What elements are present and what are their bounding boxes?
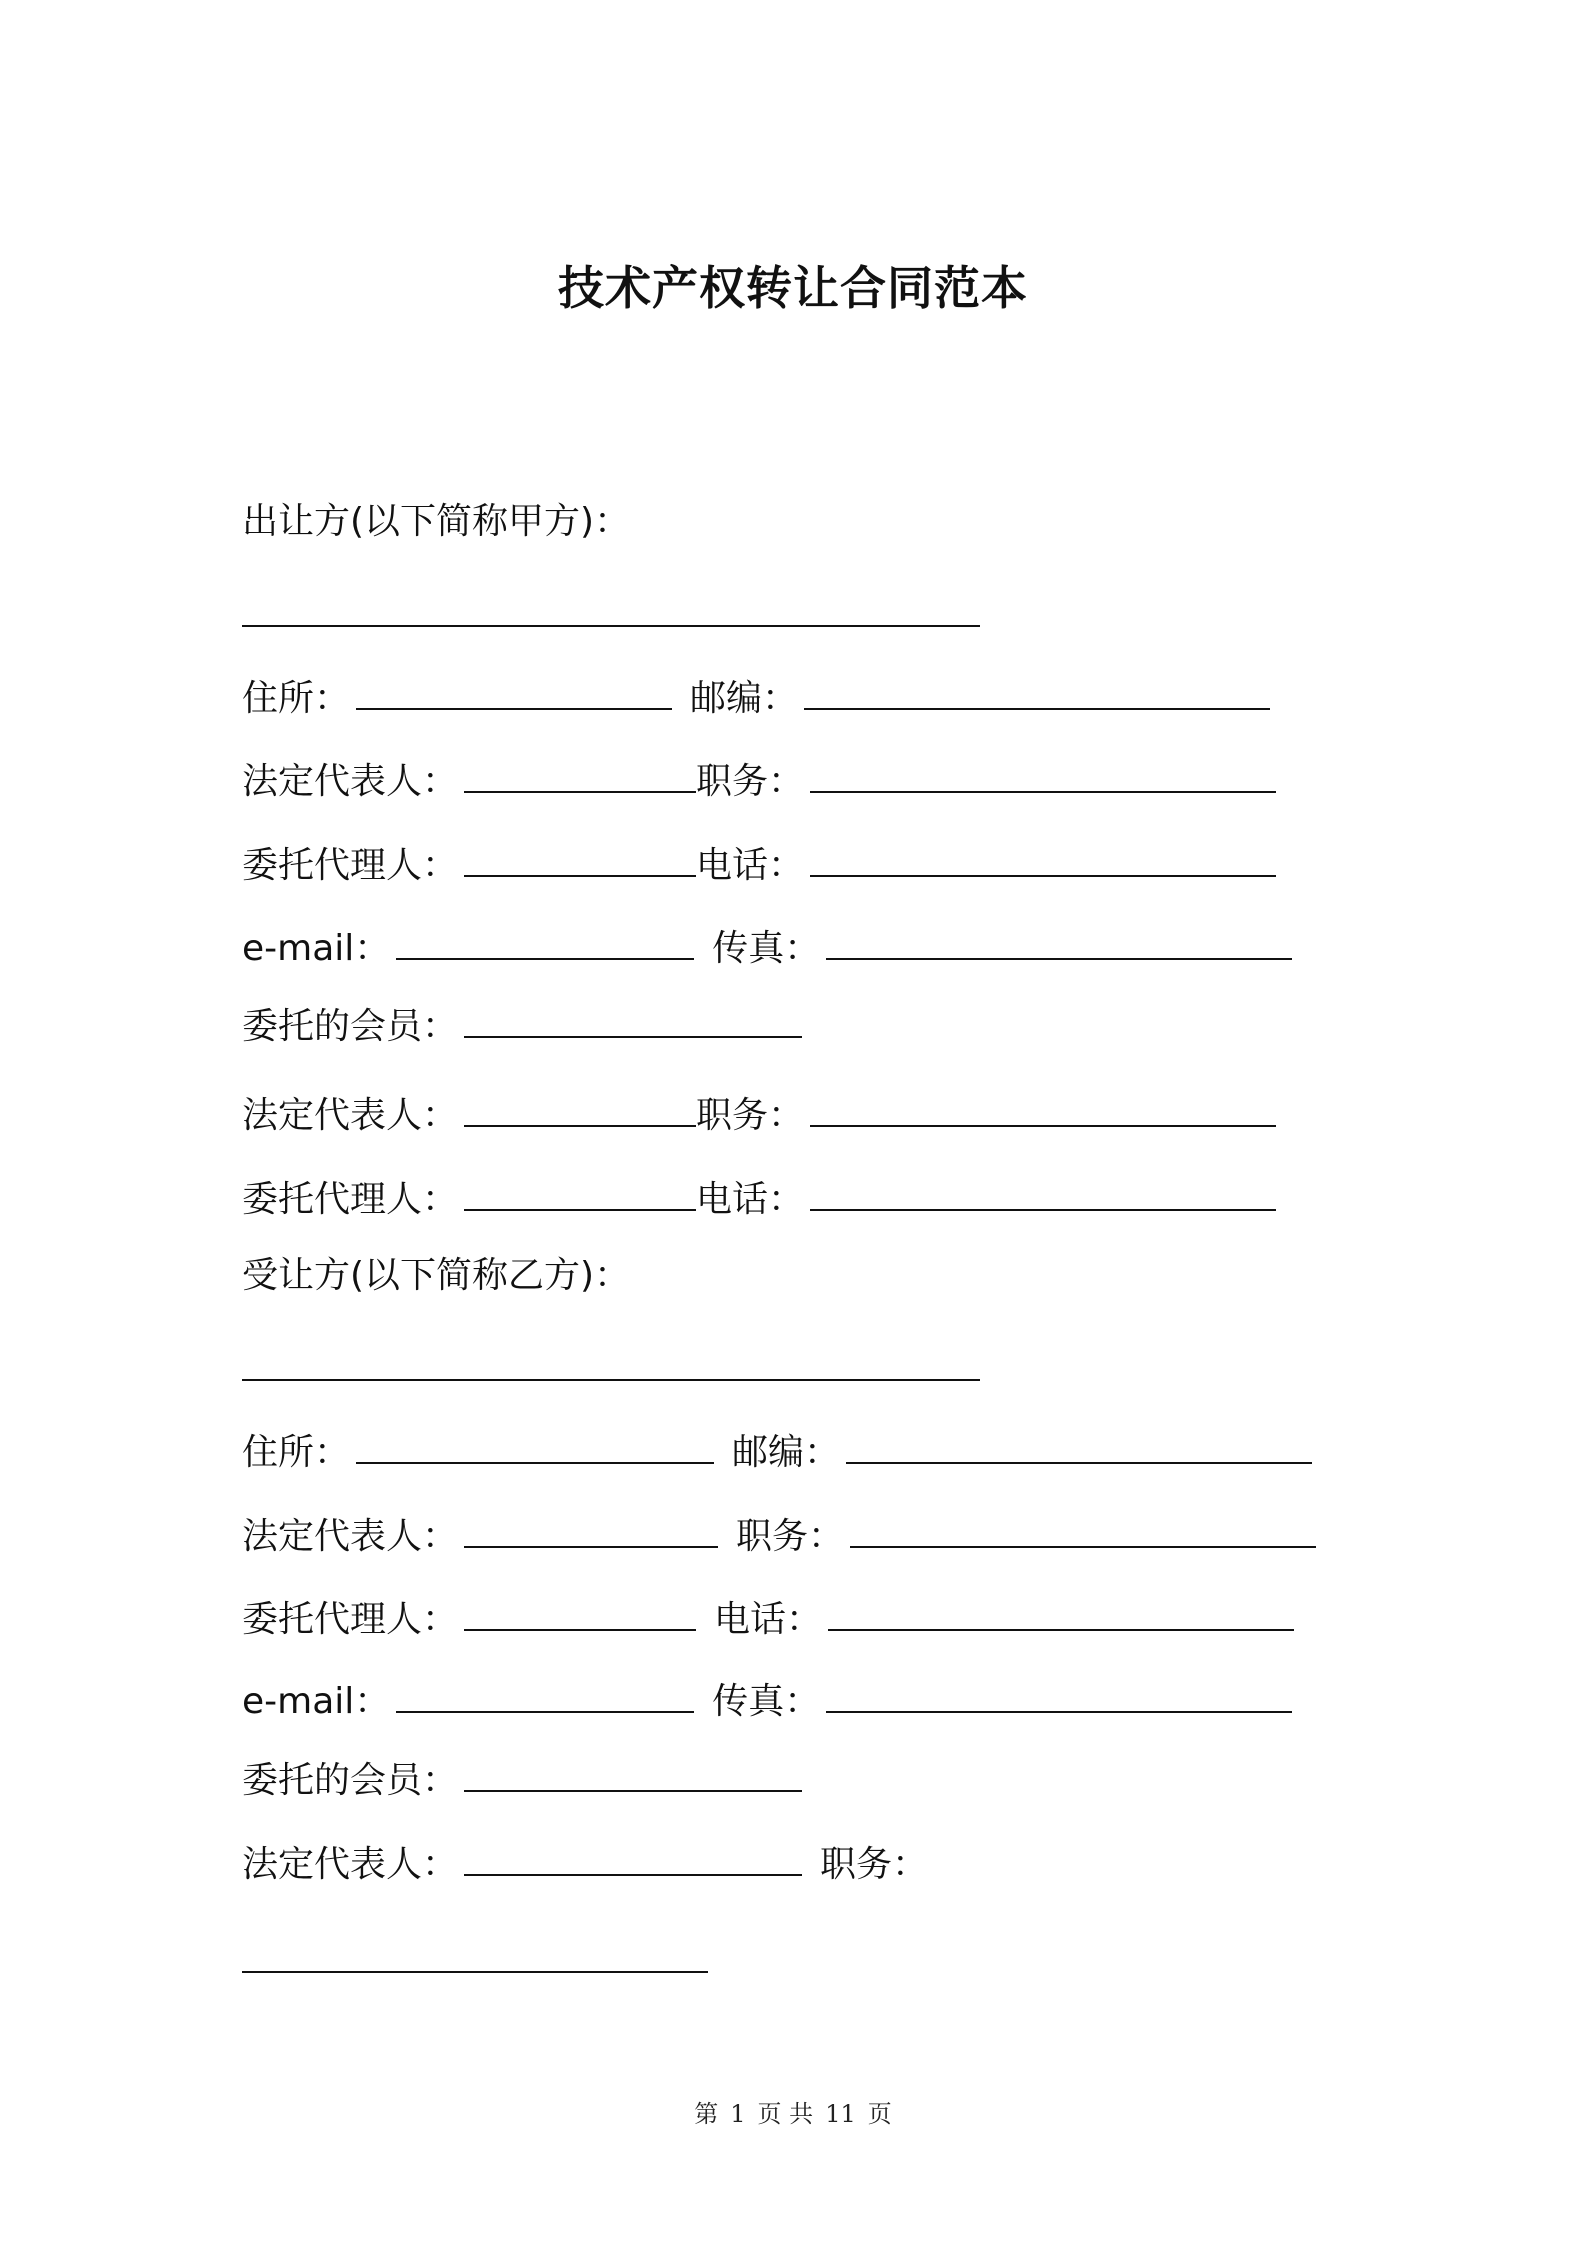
- member-phone-label: 电话：: [696, 1179, 805, 1220]
- member-legal-rep-blank[interactable]: [464, 1836, 802, 1876]
- address-blank[interactable]: [356, 670, 672, 710]
- member-legal-rep-label: 法定代表人：: [242, 1095, 459, 1136]
- member-legal-rep-label: 法定代表人：: [242, 1844, 459, 1885]
- agent-label: 委托代理人：: [242, 845, 459, 886]
- member-blank[interactable]: [464, 998, 802, 1038]
- page-number: 1: [730, 2100, 746, 2128]
- party-b-heading: 受让方(以下简称乙方)：: [242, 1255, 631, 1296]
- member-agent-blank[interactable]: [464, 1171, 696, 1211]
- email-blank[interactable]: [396, 1673, 694, 1713]
- member-label: 委托的会员：: [242, 1760, 459, 1801]
- agent-label: 委托代理人：: [242, 1599, 459, 1640]
- party-b-email-row: [242, 1673, 1292, 1723]
- party-a-member-agent-row: [242, 1171, 1276, 1221]
- document-title: 技术产权转让合同范本: [558, 261, 1028, 315]
- party-a-heading: 出让方(以下简称甲方)：: [242, 501, 631, 542]
- member-position-blank[interactable]: [810, 1087, 1276, 1127]
- position-label: 职务：: [696, 761, 805, 802]
- email-label: e-mail：: [242, 1681, 391, 1722]
- position-blank[interactable]: [810, 753, 1276, 793]
- party-a-email-row: [242, 920, 1292, 970]
- agent-blank[interactable]: [464, 837, 696, 877]
- legal-rep-label: 法定代表人：: [242, 761, 459, 802]
- member-position-blank[interactable]: [242, 1971, 708, 1973]
- legal-rep-blank[interactable]: [464, 753, 696, 793]
- party-a-member-row: [242, 998, 802, 1048]
- legal-rep-label: 法定代表人：: [242, 1516, 459, 1557]
- party-b-legal-rep-row: [242, 1508, 1316, 1558]
- page-footer: [0, 2094, 1586, 2129]
- email-label: e-mail：: [242, 928, 391, 969]
- page-suffix: 页: [867, 2100, 892, 2128]
- party-b-member-row: [242, 1752, 802, 1802]
- member-label: 委托的会员：: [242, 1006, 459, 1047]
- member-agent-label: 委托代理人：: [242, 1179, 459, 1220]
- postcode-label: 邮编：: [690, 678, 799, 719]
- member-position-label: 职务：: [820, 1844, 929, 1885]
- agent-blank[interactable]: [464, 1591, 696, 1631]
- fax-label: 传真：: [712, 1681, 821, 1722]
- phone-blank[interactable]: [810, 837, 1276, 877]
- fax-label: 传真：: [712, 928, 821, 969]
- party-b-member-legal-rep-row: [242, 1836, 928, 1886]
- party-a-legal-rep-row: [242, 753, 1276, 803]
- position-blank[interactable]: [850, 1508, 1316, 1548]
- phone-label: 电话：: [696, 845, 805, 886]
- page-mid: 页 共: [757, 2100, 814, 2128]
- page-prefix: 第: [694, 2100, 719, 2128]
- party-b-name-blank[interactable]: [242, 1379, 980, 1381]
- address-label: 住所：: [242, 678, 351, 719]
- position-label: 职务：: [736, 1516, 845, 1557]
- party-a-address-row: [242, 670, 1270, 720]
- party-a-member-legal-rep-row: [242, 1087, 1276, 1137]
- party-b-address-row: [242, 1424, 1312, 1474]
- party-a-agent-row: [242, 837, 1276, 887]
- phone-blank[interactable]: [828, 1591, 1294, 1631]
- postcode-label: 邮编：: [732, 1432, 841, 1473]
- party-b-agent-row: [242, 1591, 1294, 1641]
- page-total: 11: [825, 2100, 856, 2128]
- postcode-blank[interactable]: [804, 670, 1270, 710]
- member-legal-rep-blank[interactable]: [464, 1087, 696, 1127]
- legal-rep-blank[interactable]: [464, 1508, 718, 1548]
- fax-blank[interactable]: [826, 920, 1292, 960]
- member-position-label: 职务：: [696, 1095, 805, 1136]
- party-a-name-blank[interactable]: [242, 625, 980, 627]
- member-blank[interactable]: [464, 1752, 802, 1792]
- member-phone-blank[interactable]: [810, 1171, 1276, 1211]
- address-blank[interactable]: [356, 1424, 714, 1464]
- phone-label: 电话：: [714, 1599, 823, 1640]
- address-label: 住所：: [242, 1432, 351, 1473]
- fax-blank[interactable]: [826, 1673, 1292, 1713]
- email-blank[interactable]: [396, 920, 694, 960]
- postcode-blank[interactable]: [846, 1424, 1312, 1464]
